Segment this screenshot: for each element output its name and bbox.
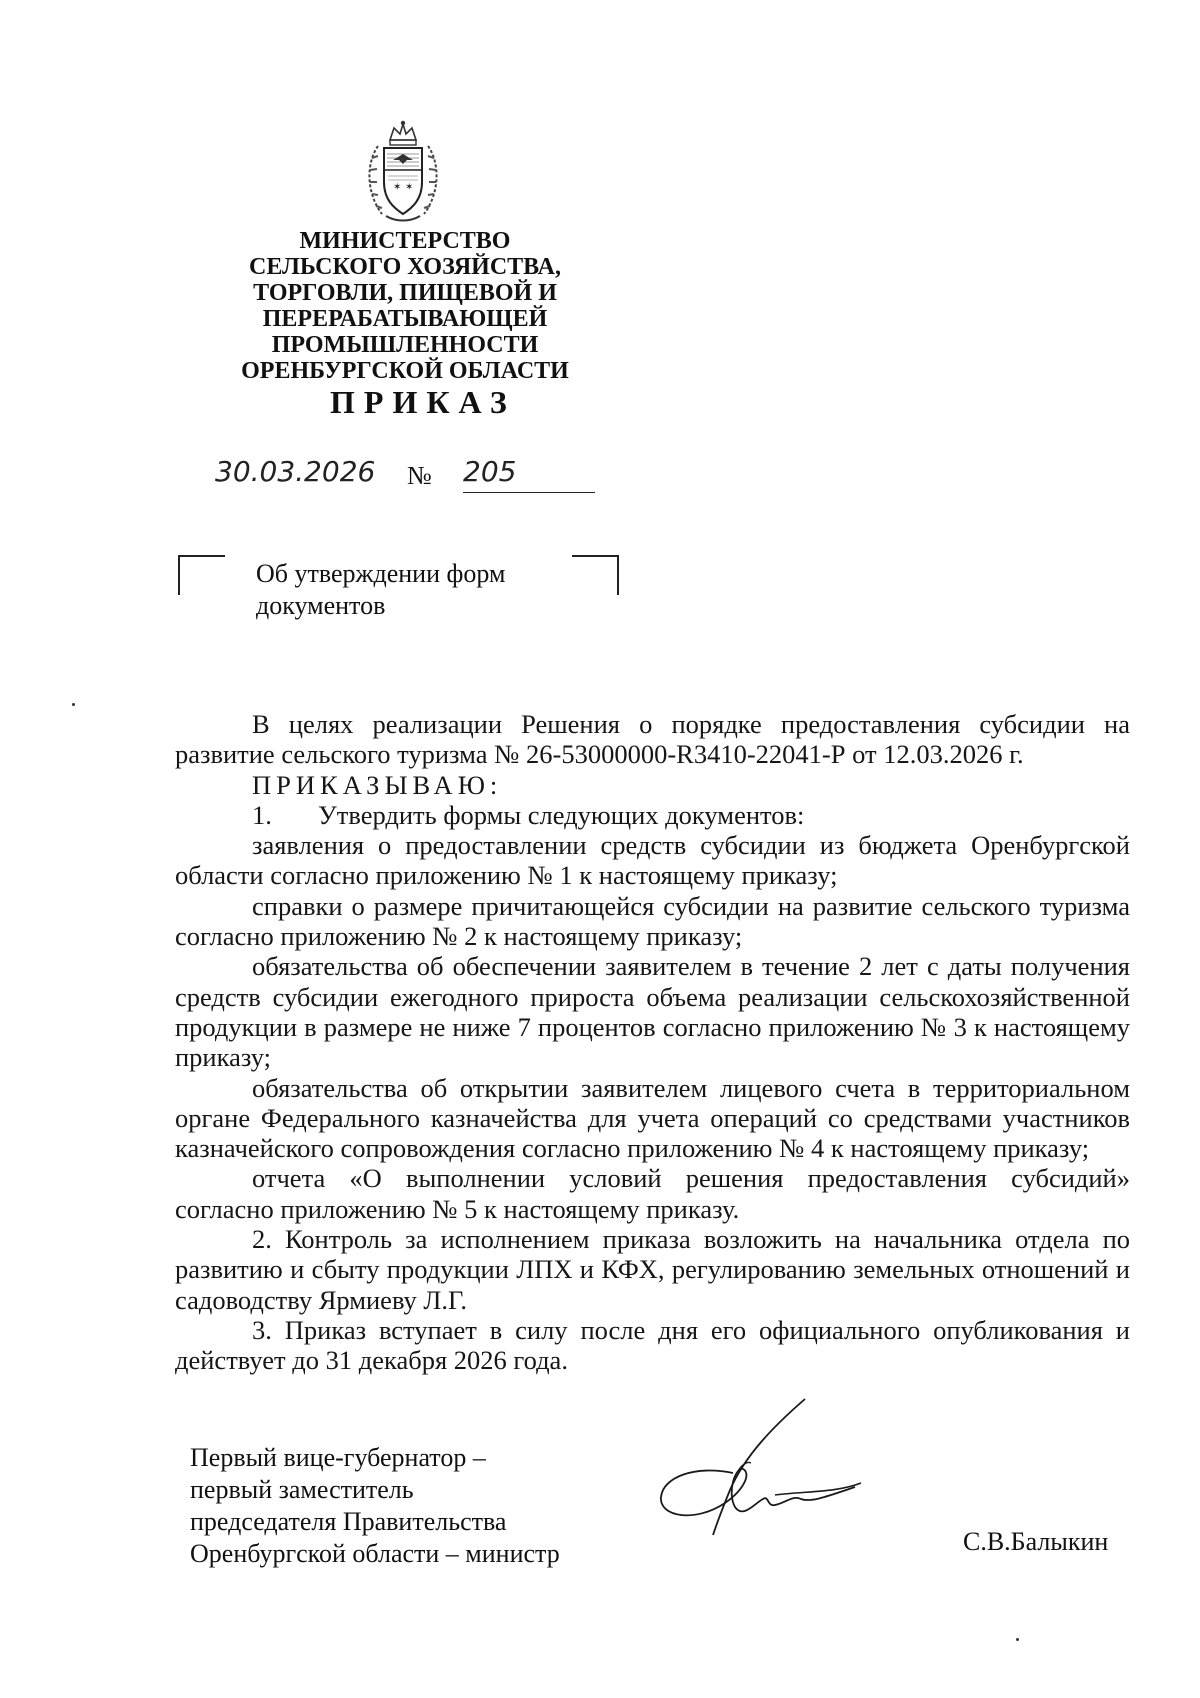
preamble-paragraph: В целях реализации Решения о порядке предоставления субсидии на развитие сельского туризма № 26-53000000-R3410-22041-Р от 12.03.2026 г. [175, 709, 1130, 770]
item-2: 2. Контроль за исполнением приказа возложить на начальника отдела по развитию и сбыту продукции ЛПХ и КФХ, регулированию земельных отношений и садоводству Ярмиеву Л.Г. [175, 1224, 1130, 1315]
ministry-line: ПЕРЕРАБАТЫВАЮЩЕЙ [262, 306, 548, 332]
ministry-line: ОРЕНБУРГСКОЙ ОБЛАСТИ [241, 358, 569, 384]
number-label: № [407, 461, 432, 490]
handwritten-signature [655, 1395, 865, 1545]
ministry-line: ТОРГОВЛИ, ПИЩЕВОЙ И [253, 280, 557, 306]
item-3: 3. Приказ вступает в силу после дня его официального опубликования и действует до 31 декабря 2026 года. [175, 1314, 1130, 1376]
date-number-line [215, 455, 595, 499]
order-subject: Об утверждении форм документов [256, 559, 506, 620]
svg-text:✶: ✶ [393, 182, 402, 193]
order-number: 205 [463, 455, 517, 488]
order-date: 30.03.2026 [215, 455, 376, 488]
ministry-line: СЕЛЬСКОГО ХОЗЯЙСТВА, [248, 254, 562, 280]
ministry-line: ПРОМЫШЛЕННОСТИ [271, 332, 539, 358]
item-1-number: 1. [252, 799, 272, 830]
position-line: первый заместитель [190, 1475, 414, 1504]
svg-text:✶: ✶ [405, 182, 414, 193]
form-item: отчета «О выполнении условий решения предоставления субсидий» согласно приложению № 5 к настоящему приказу. [175, 1163, 1130, 1224]
form-item: заявления о предоставлении средств субсидии из бюджета Оренбургской области согласно приложению № 1 к настоящему приказу; [175, 830, 1130, 891]
document-type-title: ПРИКАЗ [330, 384, 516, 420]
scan-speck [1016, 1638, 1019, 1641]
number-underline [463, 492, 595, 493]
ministry-name [215, 228, 595, 384]
form-item: обязательства об открытии заявителем лицевого счета в территориальном органе Федерального казначейства для учета операций со средствами участников казначейского сопровождения согласно приложению № 4 к настоящему приказу; [175, 1072, 1130, 1164]
item-1 [175, 800, 1130, 830]
form-item: справки о размере причитающейся субсидии на развитие сельского туризма согласно приложению № 2 к настоящему приказу; [175, 890, 1130, 952]
order-word: ПРИКАЗЫВАЮ: [252, 769, 503, 800]
form-item: обязательства об обеспечении заявителем в течение 2 лет с даты получения средств субсидии ежегодного прироста объема реализации сельскохозяйственной продукции в размере не ниже 7 процентов согласно приложению № 3 к настоящему приказу; [175, 951, 1130, 1073]
position-line: Первый вице-губернатор – [190, 1443, 486, 1472]
position-line: председателя Правительства [190, 1507, 507, 1536]
item-1-text: Утвердить формы следующих документов: [318, 799, 805, 830]
position-line: Оренбургской области – министр [190, 1539, 560, 1568]
order-body [175, 709, 1130, 1376]
oblast-coat-of-arms-icon [360, 118, 446, 226]
signatory-position [190, 1442, 560, 1570]
subject-bracket-left [178, 555, 225, 595]
scan-speck [72, 703, 75, 706]
signer-name: С.В.Балыкин [963, 1527, 1109, 1556]
subject-bracket-right [572, 555, 619, 595]
ministry-line: МИНИСТЕРСТВО [299, 228, 511, 254]
